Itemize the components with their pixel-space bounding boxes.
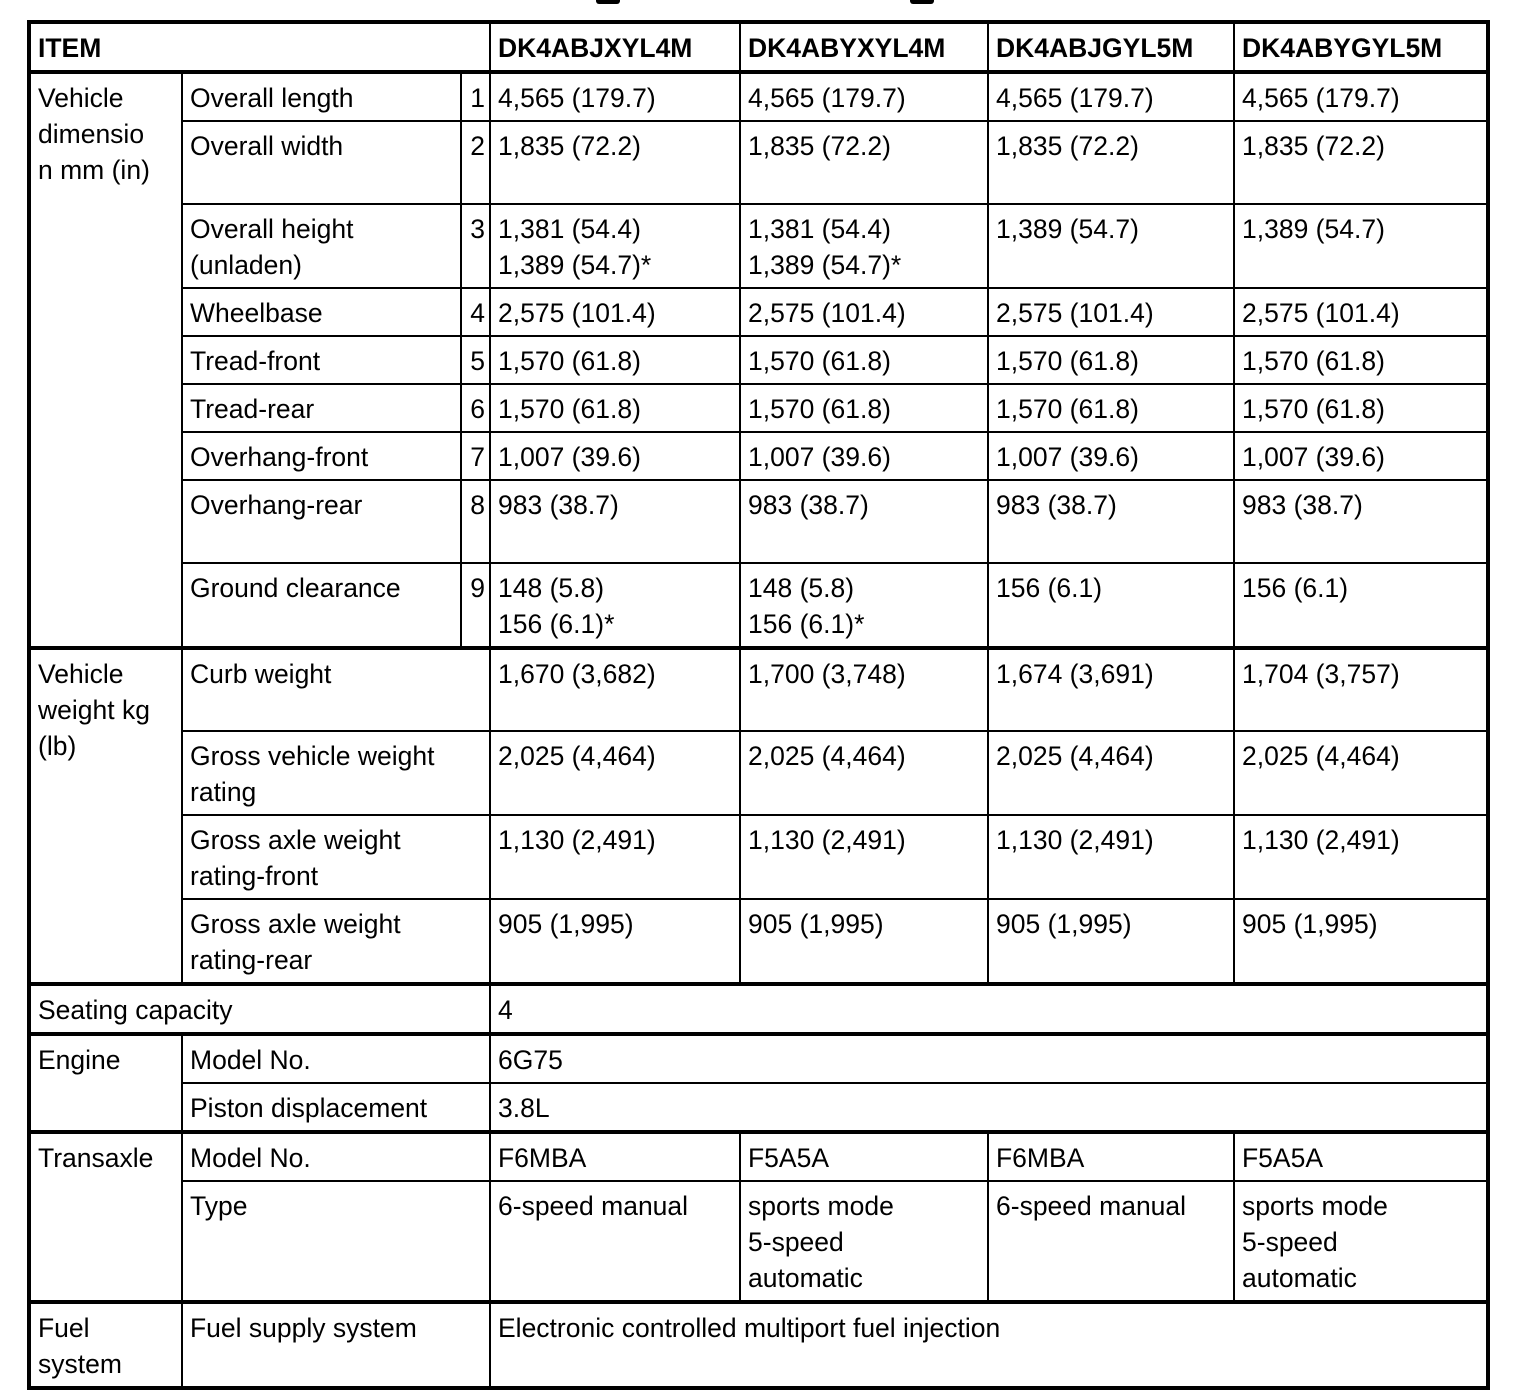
table-row [29,480,1488,563]
transaxle-model-label: Model No. [182,1132,490,1181]
dimension-group-label [29,72,182,648]
dimension-value-line: 1,570 (61.8) [996,346,1139,376]
dimension-value-line: 1,570 (61.8) [996,394,1139,424]
table-row [29,1083,1488,1132]
dimension-ref-number: 2 [461,121,490,204]
weight-value-line: 905 (1,995) [1242,909,1378,939]
dimension-ref-number: 6 [461,384,490,432]
dimension-value [740,336,988,384]
dimension-value [1234,204,1488,288]
dimension-label [182,121,461,204]
dimension-value-line: 983 (38.7) [498,490,619,520]
weight-value-line: 2,025 (4,464) [498,741,656,771]
weight-group-label-line: Vehicle [38,659,124,689]
transaxle-type-label: Type [182,1181,490,1302]
dimension-value [1234,336,1488,384]
dimension-value-line: 1,835 (72.2) [996,131,1139,161]
dimension-label [182,563,461,648]
dimension-group-label-line: dimensio [38,119,145,149]
dimension-value [1234,121,1488,204]
dimension-value-line: 1,570 (61.8) [748,346,891,376]
dimension-label-line: Tread-front [190,346,321,376]
dimension-value [490,480,740,563]
dimension-value-line: 1,570 (61.8) [498,394,641,424]
weight-group-label [29,648,182,984]
table-row [29,1302,1488,1388]
dimension-value [740,204,988,288]
dimension-value-line: 2,575 (101.4) [996,298,1154,328]
weight-value [740,731,988,815]
dimension-label [182,432,461,480]
dimension-label-line: Overall width [190,131,344,161]
weight-value [740,815,988,899]
dimension-ref-number: 3 [461,204,490,288]
dimension-value-line: 156 (6.1)* [498,609,615,639]
dimension-value-line: 983 (38.7) [748,490,869,520]
weight-value [988,815,1234,899]
dimension-value [1234,563,1488,648]
weight-label-line: Gross axle weight [190,825,401,855]
dimension-group-label-line: n mm (in) [38,155,150,185]
weight-value-line: 2,025 (4,464) [1242,741,1400,771]
weight-value-line: 1,130 (2,491) [996,825,1154,855]
weight-value-line: 1,130 (2,491) [1242,825,1400,855]
table-row [29,432,1488,480]
model-header: DK4ABYGYL5M [1234,22,1488,72]
model-header: DK4ABYXYL4M [740,22,988,72]
dimension-label [182,72,461,121]
weight-group-label-line: weight kg [38,695,150,725]
dimension-value-line: 983 (38.7) [996,490,1117,520]
dimension-group-label-line: Vehicle [38,83,124,113]
dimension-value-line: 4,565 (179.7) [1242,83,1400,113]
dimension-value-line: 1,570 (61.8) [498,346,641,376]
table-row [29,204,1488,288]
weight-label-line: Gross axle weight [190,909,401,939]
table-row [29,72,1488,121]
weight-value [740,648,988,731]
transaxle-group-label: Transaxle [29,1132,182,1302]
weight-value [740,899,988,984]
weight-label-line: Curb weight [190,659,332,689]
table-row [29,384,1488,432]
engine-displacement-value: 3.8L [490,1083,1488,1132]
transaxle-type-value-line: sports mode [1242,1191,1388,1221]
weight-value-line: 1,704 (3,757) [1242,659,1400,689]
transaxle-type-value-line: 5-speed [748,1227,844,1257]
table-row [29,899,1488,984]
weight-value [988,648,1234,731]
weight-value-line: 2,025 (4,464) [748,741,906,771]
transaxle-type-value [490,1181,740,1302]
dimension-label-line: Wheelbase [190,298,323,328]
dimension-value-line: 4,565 (179.7) [996,83,1154,113]
fuel-supply-value: Electronic controlled multiport fuel injection [490,1302,1488,1388]
dimension-value [988,563,1234,648]
dimension-value [740,288,988,336]
dimension-label [182,336,461,384]
table-row [29,288,1488,336]
engine-model-label: Model No. [182,1034,490,1083]
transaxle-type-value-line: automatic [748,1263,863,1293]
dimension-label [182,204,461,288]
dimension-value-line: 1,007 (39.6) [1242,442,1385,472]
transaxle-type-value-line: 6-speed manual [498,1191,689,1221]
fuel-supply-label: Fuel supply system [182,1302,490,1388]
dimension-ref-number: 7 [461,432,490,480]
weight-value [490,731,740,815]
weight-label [182,899,490,984]
dimension-value [490,563,740,648]
item-header: ITEM [29,22,490,72]
dimension-value-line: 1,570 (61.8) [1242,394,1385,424]
model-header: DK4ABJGYL5M [988,22,1234,72]
dimension-label-line: Overall length [190,83,354,113]
seating-value: 4 [490,984,1488,1034]
dimension-value-line: 1,835 (72.2) [498,131,641,161]
weight-value [1234,815,1488,899]
dimension-value-line: 148 (5.8) [748,573,855,603]
dimension-value [740,72,988,121]
table-row [29,563,1488,648]
weight-value [988,731,1234,815]
dimension-value [1234,384,1488,432]
table-row [29,815,1488,899]
weight-value [1234,899,1488,984]
dimension-value [988,384,1234,432]
dimension-value [490,384,740,432]
dimension-ref-number: 4 [461,288,490,336]
dimension-value-line: 1,835 (72.2) [1242,131,1385,161]
model-header: DK4ABJXYL4M [490,22,740,72]
dimension-value [1234,72,1488,121]
dimension-value [490,432,740,480]
dimension-value-line: 156 (6.1)* [748,609,865,639]
specification-table [27,20,1490,1390]
dimension-label [182,288,461,336]
weight-value [490,899,740,984]
fuel-group-label-line: system [38,1349,122,1379]
dimension-value-line: 983 (38.7) [1242,490,1363,520]
weight-value-line: 905 (1,995) [748,909,884,939]
transaxle-type-value [988,1181,1234,1302]
dimension-value [988,288,1234,336]
transaxle-type-value-line: sports mode [748,1191,894,1221]
weight-value-line: 905 (1,995) [996,909,1132,939]
weight-label-line: rating-rear [190,945,313,975]
dimension-value [1234,480,1488,563]
header-row [29,22,1488,72]
weight-value [490,815,740,899]
weight-value [988,899,1234,984]
transaxle-model-value: F5A5A [1234,1132,1488,1181]
dimension-value [988,72,1234,121]
dimension-value-line: 148 (5.8) [498,573,605,603]
transaxle-model-value: F5A5A [740,1132,988,1181]
dimension-label-line: Tread-rear [190,394,315,424]
dimension-label-line: Ground clearance [190,573,401,603]
table-row [29,1181,1488,1302]
weight-value-line: 1,700 (3,748) [748,659,906,689]
weight-group-label-line: (lb) [38,731,77,761]
table-row [29,1132,1488,1181]
dimension-ref-number: 9 [461,563,490,648]
dimension-value-line: 2,575 (101.4) [748,298,906,328]
dimension-value-line: 1,381 (54.4) [748,214,891,244]
transaxle-model-value: F6MBA [490,1132,740,1181]
transaxle-type-value-line: 6-speed manual [996,1191,1187,1221]
fuel-group-label-line: Fuel [38,1313,90,1343]
weight-label-line: rating-front [190,861,319,891]
dimension-value-line: 1,007 (39.6) [996,442,1139,472]
table-row [29,731,1488,815]
dimension-value-line: 2,575 (101.4) [498,298,656,328]
dimension-label-line: Overall height [190,214,354,244]
dimension-value-line: 1,570 (61.8) [1242,346,1385,376]
weight-value-line: 1,674 (3,691) [996,659,1154,689]
dimension-label-line: Overhang-front [190,442,369,472]
dimension-value [490,121,740,204]
dimension-value [988,480,1234,563]
weight-value [1234,731,1488,815]
dimension-value-line: 1,381 (54.4) [498,214,641,244]
weight-value-line: 1,130 (2,491) [498,825,656,855]
engine-model-value: 6G75 [490,1034,1488,1083]
weight-value-line: 1,130 (2,491) [748,825,906,855]
transaxle-type-value-line: 5-speed [1242,1227,1338,1257]
weight-label [182,648,490,731]
dimension-value-line: 4,565 (179.7) [498,83,656,113]
dimension-value [490,336,740,384]
dimension-value [740,384,988,432]
table-row [29,1034,1488,1083]
dimension-value-line: 1,389 (54.7)* [748,250,902,280]
dimension-value [740,432,988,480]
dimension-value-line: 1,570 (61.8) [748,394,891,424]
dimension-value-line: 1,835 (72.2) [748,131,891,161]
dimension-ref-number: 5 [461,336,490,384]
dimension-value-line: 1,389 (54.7) [996,214,1139,244]
fuel-group-label [29,1302,182,1388]
dimension-value [988,204,1234,288]
dimension-value-line: 1,389 (54.7) [1242,214,1385,244]
dimension-value [1234,288,1488,336]
dimension-value-line: 1,389 (54.7)* [498,250,652,280]
dimension-value [490,204,740,288]
dimension-value-line: 156 (6.1) [1242,573,1349,603]
dimension-ref-number: 1 [461,72,490,121]
dimension-value [988,336,1234,384]
dimension-value [988,432,1234,480]
dimension-value-line: 1,007 (39.6) [498,442,641,472]
dimension-value-line: 2,575 (101.4) [1242,298,1400,328]
weight-value-line: 2,025 (4,464) [996,741,1154,771]
engine-displacement-label: Piston displacement [182,1083,490,1132]
weight-label-line: Gross vehicle weight [190,741,435,771]
engine-group-label: Engine [29,1034,182,1132]
dimension-value [1234,432,1488,480]
dimension-value [490,72,740,121]
transaxle-model-value: F6MBA [988,1132,1234,1181]
transaxle-type-value [1234,1181,1488,1302]
dimension-label-line: (unladen) [190,250,302,280]
seating-label: Seating capacity [29,984,490,1034]
table-row [29,121,1488,204]
dimension-label [182,480,461,563]
dimension-value-line: 1,007 (39.6) [748,442,891,472]
dimension-label [182,384,461,432]
transaxle-type-value [740,1181,988,1302]
dimension-label-line: Overhang-rear [190,490,363,520]
weight-value-line: 905 (1,995) [498,909,634,939]
weight-label [182,815,490,899]
dimension-value-line: 4,565 (179.7) [748,83,906,113]
weight-label [182,731,490,815]
weight-value [1234,648,1488,731]
dimension-value [740,480,988,563]
dimension-value [490,288,740,336]
transaxle-type-value-line: automatic [1242,1263,1357,1293]
table-row [29,336,1488,384]
weight-value [490,648,740,731]
weight-value-line: 1,670 (3,682) [498,659,656,689]
dimension-ref-number: 8 [461,480,490,563]
table-row [29,648,1488,731]
weight-label-line: rating [190,777,257,807]
table-row [29,984,1488,1034]
dimension-value-line: 156 (6.1) [996,573,1103,603]
dimension-value [740,563,988,648]
dimension-value [988,121,1234,204]
dimension-value [740,121,988,204]
cropped-title-fragment [0,0,1520,20]
